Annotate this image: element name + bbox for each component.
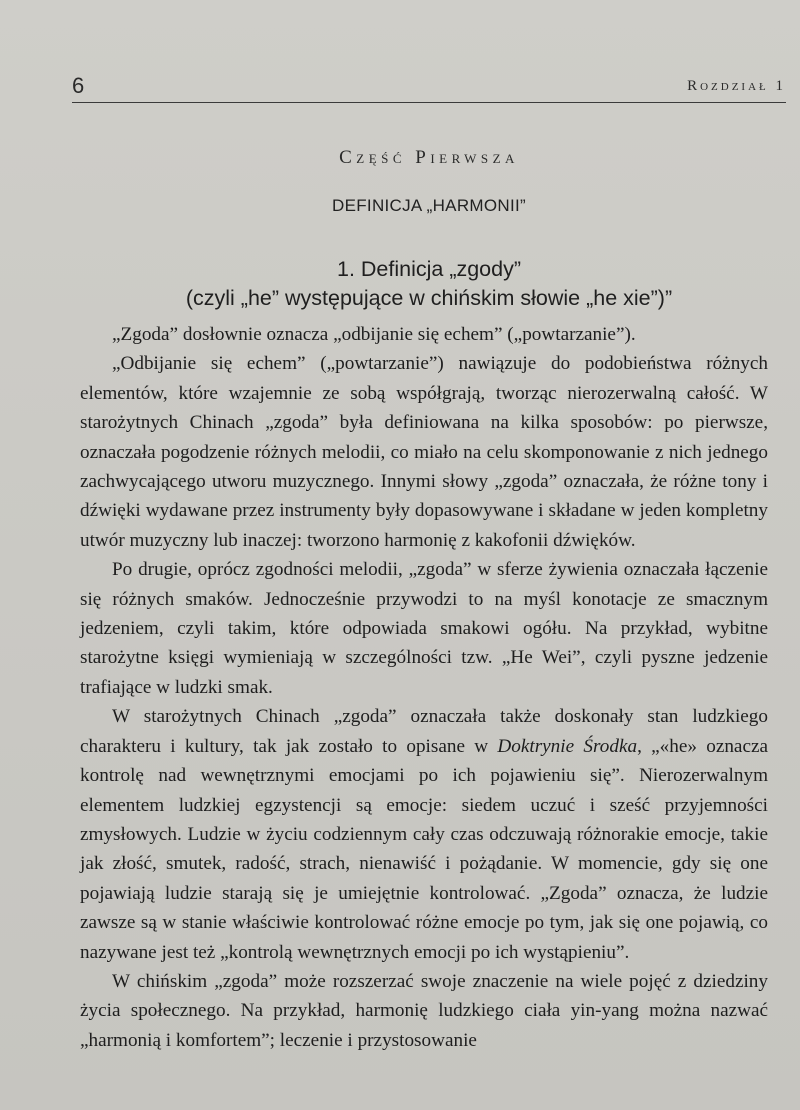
paragraph-2: „Odbijanie się echem” („powtarzanie”) nawiązuje do podobieństwa różnych elementów, które wzajemnie ze sobą współgrają, tworząc nierozerwalną całość. W starożytnych Chinach „zgoda” była definiowana na kilka sposobów: po pierwsze, oznaczała pogodzenie różnych melodii, co miało na celu skomponowanie z nich jednego zachwycającego utworu muzycznego. Innymi słowy „zgoda” oznaczała, że różne tony i dźwięki wydawane przez instrumenty były dopasowywane i składane w jeden kompletny utwór muzyczny lub inaczej: tworzono harmonię z kakofonii dźwięków. (80, 353, 768, 551)
paragraph-5: W chińskim „zgoda” może rozszerzać swoje znaczenie na wiele pojęć z dziedziny życia społecznego. Na przykład, harmonię ludzkiego ciała yin-yang można nazwać „harmonią i komfortem”; leczenie i przystosowanie (80, 970, 768, 1051)
section-heading (72, 255, 786, 313)
paragraph-4-after: , „«he» oznacza kontrolę nad wewnętrznymi emocjami po ich pojawieniu się”. Nierozerwalnym elementem ludzkiej egzystencji są emocje: siedem uczuć i sześć przyjemności zmysłowych. Ludzie w życiu codziennym cały czas odczuwają różnorakie emocje, takie jak złość, smutek, radość, strach, nienawiść i pożądanie. W momencie, gdy się one pojawiają ludzie starają się je umiejętnie kontrolować. „Zgoda” oznacza, że ludzie zawsze są w stanie właściwie kontrolować różne emocje po tym, jak się one pojawią, co nazywane jest też „kontrolą wewnętrznych emocji po ich wystąpieniu”. (80, 735, 768, 963)
part-title: Część Pierwsza (339, 147, 519, 168)
part-subtitle: DEFINICJA „HARMONII” (332, 196, 526, 215)
section-heading-line-1: 1. Definicja „zgody” (336, 257, 522, 281)
paragraph-4-before: W starożytnych Chinach „zgoda” oznaczała także doskonały stan ludzkiego charakteru i kultury, tak jak zostało to opisane w (80, 706, 768, 757)
paragraph-3: Po drugie, oprócz zgodności melodii, „zgoda” w sferze żywienia oznaczała łączenie się różnych smaków. Jednocześnie przywodzi to na myśl konotacje ze smacznym jedzeniem, czyli takim, które odpowiada smakowi ogółu. Na przykład, wybitne starożytne księgi wymieniają w szczególności tzw. „He Wei”, czyli pyszne jedzenie trafiające w ludzki smak. (80, 559, 768, 698)
running-header (72, 74, 786, 103)
book-title-doctrine-of-the-mean: Doktrynie Środka (497, 735, 638, 757)
page-number: 6 (72, 73, 85, 98)
paragraph-4 (80, 702, 768, 967)
paragraph-1: „Zgoda” dosłownie oznacza „odbijanie się echem” („powtarzanie”). (112, 324, 636, 345)
body-text (80, 320, 768, 1055)
chapter-label: Rozdział 1 (687, 78, 786, 94)
section-heading-line-2: (czyli „he” występujące w chińskim słowie „he xie”)” (185, 286, 673, 310)
